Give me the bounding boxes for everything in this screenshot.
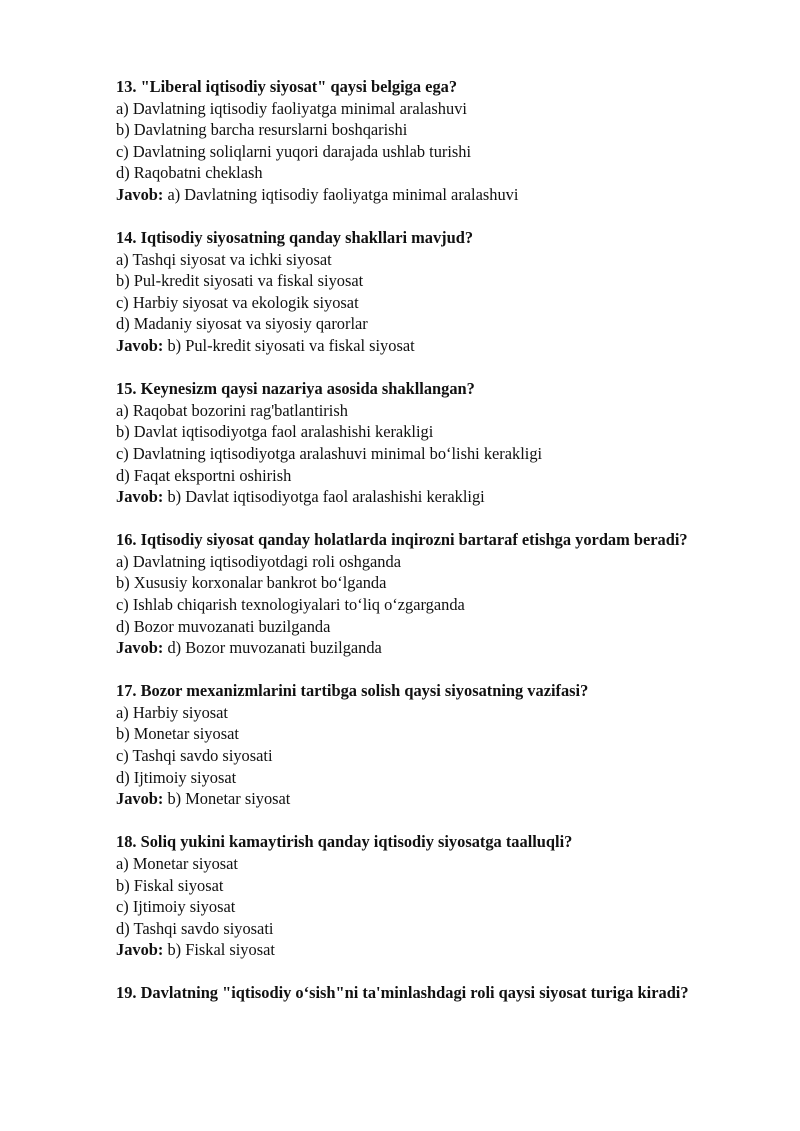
answer-label: Javob: [116,789,164,809]
answer-text: b) Davlat iqtisodiyotga faol aralashishi kerakligi [163,487,485,507]
question-title: 18. Soliq yukini kamaytirish qanday iqtisodiy siyosatga taalluqli? [116,832,573,852]
question-14 [116,227,716,357]
option-a: a) Raqobat bozorini rag'batlantirish [116,400,348,420]
answer-text: b) Fiskal siyosat [163,940,275,960]
answer-text: b) Pul-kredit siyosati va fiskal siyosat [163,336,415,356]
question-title: 13. "Liberal iqtisodiy siyosat" qaysi belgiga ega? [116,77,458,96]
answer-label: Javob: [116,184,164,204]
question-19 [116,982,716,1004]
question-16 [116,529,716,659]
answer-text: b) Monetar siyosat [163,789,291,809]
answer-line [116,637,716,659]
option-a: a) Monetar siyosat [116,853,238,873]
option-b: b) Pul-kredit siyosati va fiskal siyosat [116,271,364,291]
option-d: d) Bozor muvozanati buzilganda [116,616,331,636]
option-d: d) Raqobatni cheklash [116,163,263,183]
question-title: 14. Iqtisodiy siyosatning qanday shakllari mavjud? [116,228,474,248]
question-17 [116,680,716,810]
option-b: b) Davlatning barcha resurslarni boshqarishi [116,120,408,140]
question-title: 19. Davlatning "iqtisodiy o‘sish"ni ta'minlashdagi roli qaysi siyosat turiga kiradi? [116,983,689,1003]
answer-line [116,184,716,206]
answer-text: a) Davlatning iqtisodiy faoliyatga minimal aralashuvi [163,184,519,204]
option-a: a) Harbiy siyosat [116,702,228,722]
option-c: c) Ishlab chiqarish texnologiyalari to‘liq o‘zgarganda [116,594,465,614]
option-b: b) Davlat iqtisodiyotga faol aralashishi kerakligi [116,422,434,442]
option-d: d) Madaniy siyosat va siyosiy qarorlar [116,314,368,334]
question-title: 15. Keynesizm qaysi nazariya asosida shakllangan? [116,379,475,399]
option-d: d) Tashqi savdo siyosati [116,918,274,938]
document-page [116,76,716,1025]
option-b: b) Monetar siyosat [116,724,239,744]
option-b: b) Xususiy korxonalar bankrot bo‘lganda [116,573,387,593]
answer-label: Javob: [116,638,164,658]
question-18 [116,831,716,961]
question-title: 16. Iqtisodiy siyosat qanday holatlarda inqirozni bartaraf etishga yordam beradi? [116,530,688,550]
option-c: c) Harbiy siyosat va ekologik siyosat [116,292,359,312]
answer-line [116,486,716,508]
question-13 [116,76,716,206]
answer-line [116,788,716,810]
answer-label: Javob: [116,487,164,507]
question-title: 17. Bozor mexanizmlarini tartibga solish qaysi siyosatning vazifasi? [116,681,589,701]
option-a: a) Davlatning iqtisodiy faoliyatga minimal aralashuvi [116,98,467,118]
question-15 [116,378,716,508]
option-c: c) Tashqi savdo siyosati [116,746,273,766]
answer-line [116,335,716,357]
option-d: d) Ijtimoiy siyosat [116,767,237,787]
option-c: c) Davlatning iqtisodiyotga aralashuvi minimal bo‘lishi kerakligi [116,443,543,463]
option-c: c) Ijtimoiy siyosat [116,897,236,917]
answer-text: d) Bozor muvozanati buzilganda [163,638,382,658]
option-b: b) Fiskal siyosat [116,875,224,895]
option-c: c) Davlatning soliqlarni yuqori darajada ushlab turishi [116,141,472,161]
answer-label: Javob: [116,336,164,356]
option-d: d) Faqat eksportni oshirish [116,465,292,485]
answer-line [116,939,716,961]
option-a: a) Tashqi siyosat va ichki siyosat [116,249,332,269]
option-a: a) Davlatning iqtisodiyotdagi roli oshganda [116,551,401,571]
answer-label: Javob: [116,940,164,960]
